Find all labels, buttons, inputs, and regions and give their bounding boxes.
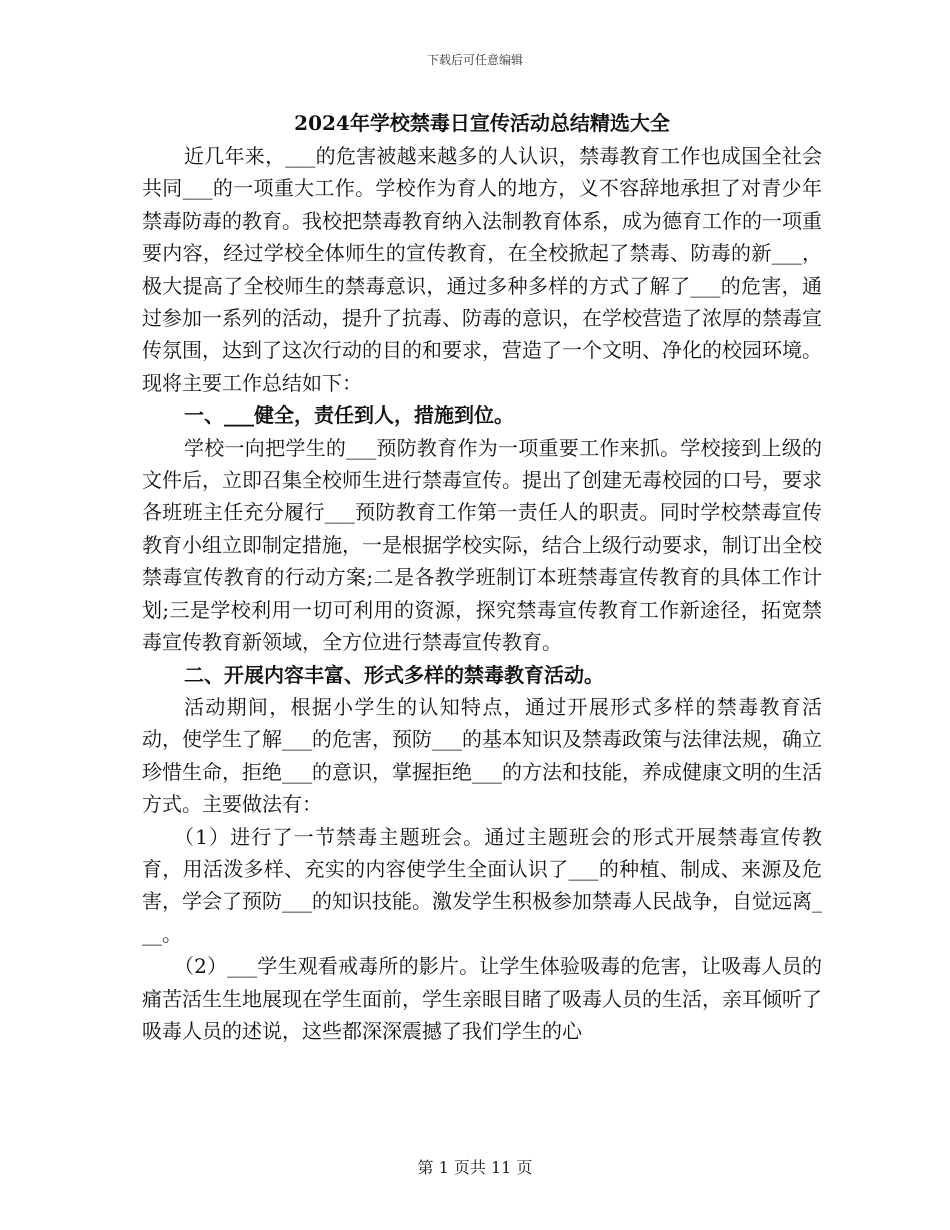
list-item: （1）进行了一节禁毒主题班会。通过主题班会的形式开展禁毒宣传教育，用活泼多样、充实的内容使学生全面认识了___的种植、制成、来源及危害，学会了预防___的知识技能。激发学生积极参加禁毒人民战争，自觉远离___。: [142, 824, 822, 946]
section-2-body: 活动期间，根据小学生的认知特点，通过开展形式多样的禁毒教育活动，使学生了解___的危害，预防___的基本知识及禁毒政策与法律法规，确立珍惜生命，拒绝___的意识，掌握拒绝___的方法和技能，养成健康文明的生活方式。主要做法有：: [142, 694, 822, 817]
document-body: [142, 108, 822, 1047]
section-2-heading: 二、开展内容丰富、形式多样的禁毒教育活动。: [184, 662, 604, 687]
header-note: 下载后可任意编辑: [426, 53, 523, 67]
section-1-body: 学校一向把学生的___预防教育作为一项重要工作来抓。学校接到上级的文件后，立即召集全校师生进行禁毒宣传。提出了创建无毒校园的口号，要求各班班主任充分履行___预防教育工作第一责任人的职责。同时学校禁毒宣传教育小组立即制定措施，一是根据学校实际，结合上级行动要求，制订出全校禁毒宣传教育的行动方案;二是各教学班制订本班禁毒宣传教育的具体工作计划;三是学校利用一切可利用的资源，探究禁毒宣传教育工作新途径，拓宽禁毒宣传教育新领域，全方位进行禁毒宣传教育。: [142, 435, 822, 655]
document-title: 2024年学校禁毒日宣传活动总结精选大全: [294, 111, 670, 135]
list-item: （2）___学生观看戒毒所的影片。让学生体验吸毒的危害，让吸毒人员的痛苦活生生地展现在学生面前，学生亲眼目睹了吸毒人员的生活，亲耳倾听了吸毒人员的述说，这些都深深震撼了我们学生的心: [142, 954, 822, 1043]
intro-paragraph: 近几年来，___的危害被越来越多的人认识，禁毒教育工作也成国全社会共同___的一项重大工作。学校作为育人的地方，义不容辞地承担了对青少年禁毒防毒的教育。我校把禁毒教育纳入法制教育体系，成为德育工作的一项重要内容，经过学校全体师生的宣传教育，在全校掀起了禁毒、防毒的新___，极大提高了全校师生的禁毒意识，通过多种多样的方式了解了___的危害，通过参加一系列的活动，提升了抗毒、防毒的意识，在学校营造了浓厚的禁毒宣传氛围，达到了这次行动的目的和要求，营造了一个文明、净化的校园环境。现将主要工作总结如下：: [142, 144, 822, 395]
page-number: 第 1 页共 11 页: [417, 1158, 533, 1177]
section-1-heading: 一、___健全，责任到人，措施到位。: [184, 403, 514, 428]
